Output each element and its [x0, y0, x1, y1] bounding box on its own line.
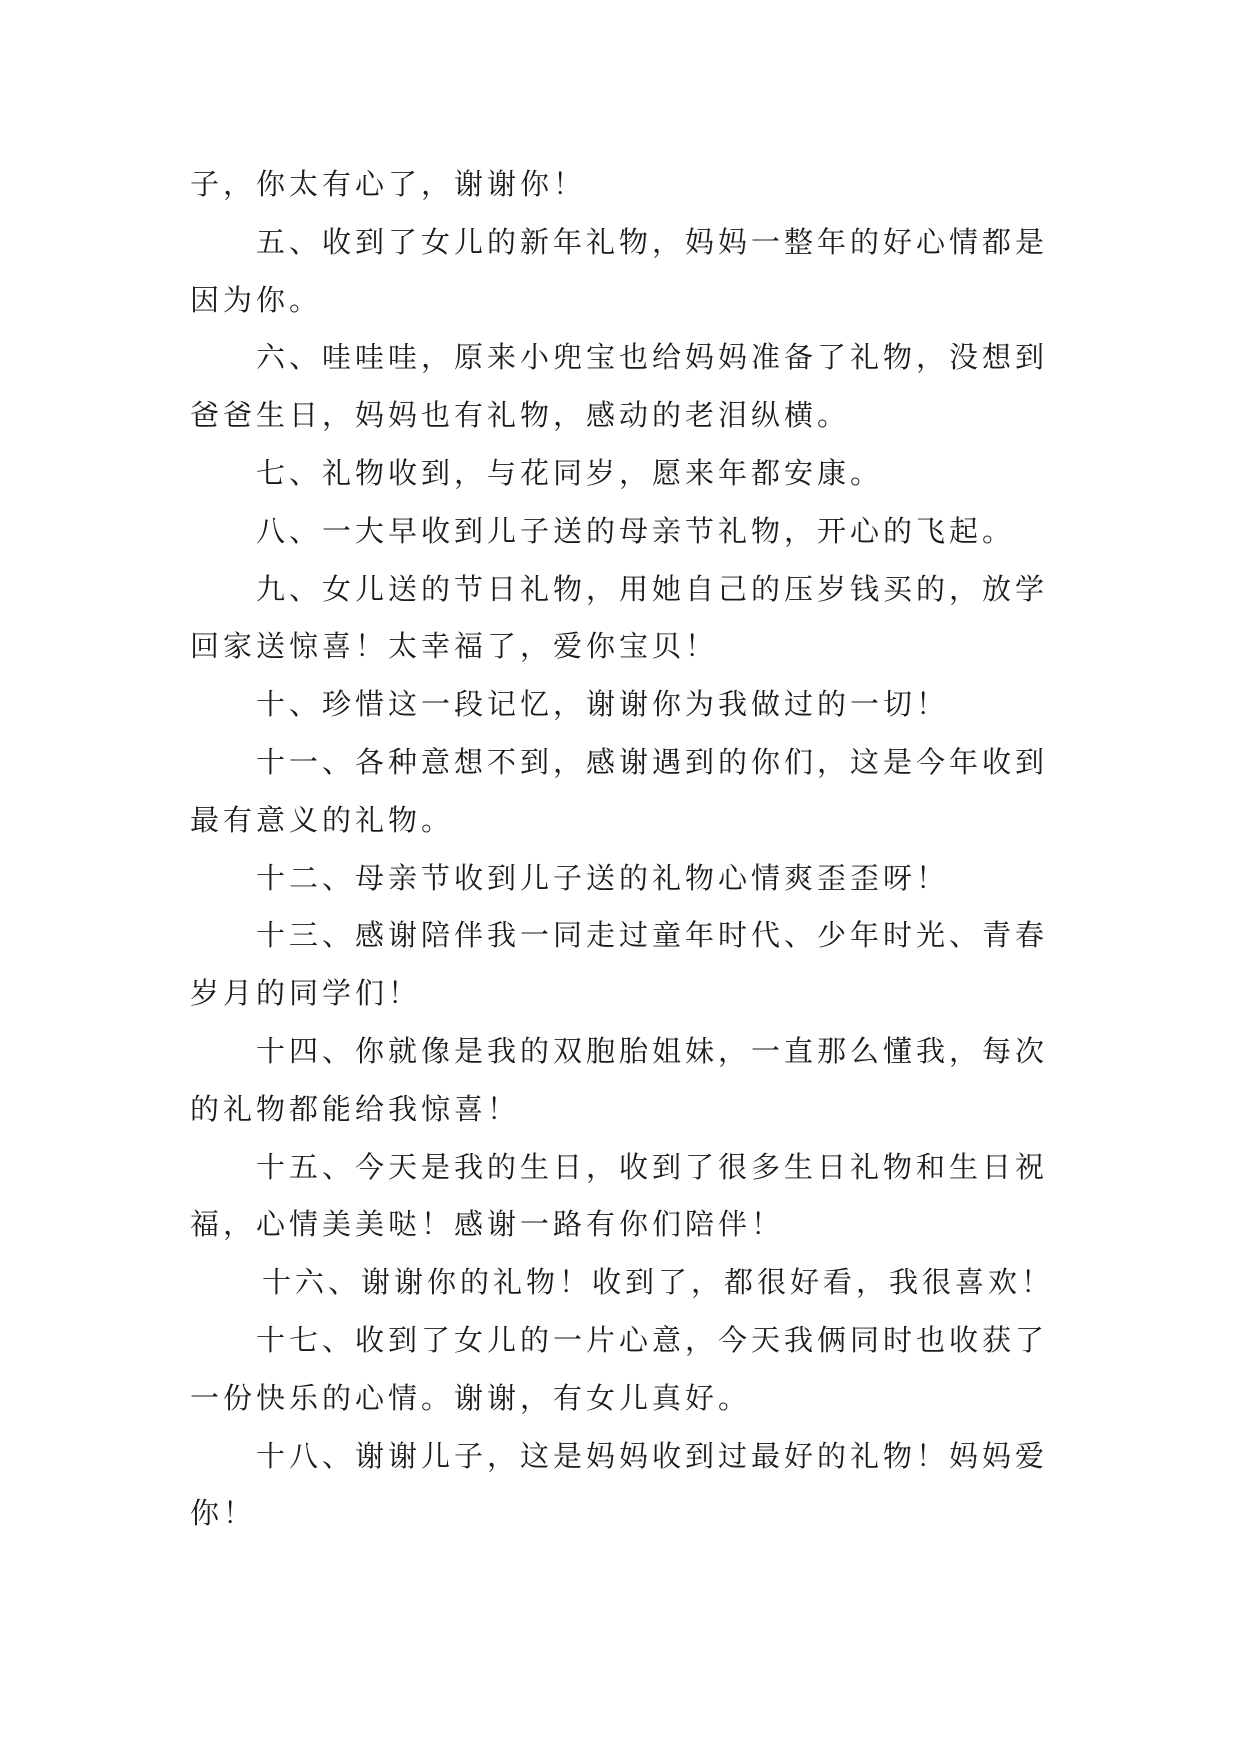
text-line: 十八、谢谢儿子，这是妈妈收到过最好的礼物！妈妈爱 [256, 1438, 1049, 1473]
text-line: 的礼物都能给我惊喜！ [190, 1091, 521, 1126]
text-line: 一份快乐的心情。谢谢，有女儿真好。 [190, 1380, 752, 1415]
paragraph-5 [190, 214, 1060, 330]
text-line: 十一、各种意想不到，感谢遇到的你们，这是今年收到 [256, 744, 1049, 779]
paragraph-18 [190, 1428, 1060, 1544]
paragraph-11 [190, 734, 1060, 850]
text-line: 七、礼物收到，与花同岁，愿来年都安康。 [256, 455, 884, 490]
paragraph-10 [190, 676, 1060, 734]
paragraph-6 [190, 329, 1060, 445]
paragraph-7 [190, 445, 1060, 503]
text-line: 十、珍惜这一段记忆，谢谢你为我做过的一切！ [256, 687, 950, 722]
paragraph-14 [190, 1023, 1060, 1139]
paragraph-17 [190, 1312, 1060, 1428]
paragraph-16 [190, 1254, 1060, 1312]
paragraph-12 [190, 850, 1060, 908]
text-line: 十五、今天是我的生日，收到了很多生日礼物和生日祝 [256, 1149, 1049, 1184]
paragraph-13 [190, 907, 1060, 1023]
text-line: 六、哇哇哇，原来小兜宝也给妈妈准备了礼物，没想到 [256, 340, 1049, 375]
text-line: 岁月的同学们！ [190, 976, 422, 1011]
text-line: 八、一大早收到儿子送的母亲节礼物，开心的飞起。 [256, 513, 1016, 548]
paragraph-8 [190, 503, 1060, 561]
body-text [190, 156, 1060, 1543]
text-line: 十七、收到了女儿的一片心意，今天我俩同时也收获了 [256, 1322, 1049, 1357]
text-line: 九、女儿送的节日礼物，用她自己的压岁钱买的，放学 [256, 571, 1049, 606]
text-line: 十四、你就像是我的双胞胎姐妹，一直那么懂我，每次 [256, 1033, 1049, 1068]
text-line: 最有意义的礼物。 [190, 802, 455, 837]
paragraph-9 [190, 561, 1060, 677]
text-line: 回家送惊喜！太幸福了，爱你宝贝！ [190, 629, 719, 664]
paragraph-continuation [190, 156, 1060, 214]
text-line: 十六、谢谢你的礼物！收到了，都很好看，我很喜欢！ [262, 1265, 1055, 1300]
text-line: 你！ [190, 1496, 257, 1531]
text-line: 十二、母亲节收到儿子送的礼物心情爽歪歪呀！ [256, 860, 950, 895]
text-line: 福，心情美美哒！感谢一路有你们陪伴！ [190, 1207, 785, 1242]
text-line: 十三、感谢陪伴我一同走过童年时代、少年时光、青春 [256, 918, 1049, 953]
text-line: 因为你。 [190, 282, 323, 317]
text-line: 子，你太有心了，谢谢你！ [190, 167, 587, 201]
paragraph-15 [190, 1139, 1060, 1255]
text-line: 爸爸生日，妈妈也有礼物，感动的老泪纵横。 [190, 398, 851, 433]
text-line: 五、收到了女儿的新年礼物，妈妈一整年的好心情都是 [256, 224, 1049, 259]
